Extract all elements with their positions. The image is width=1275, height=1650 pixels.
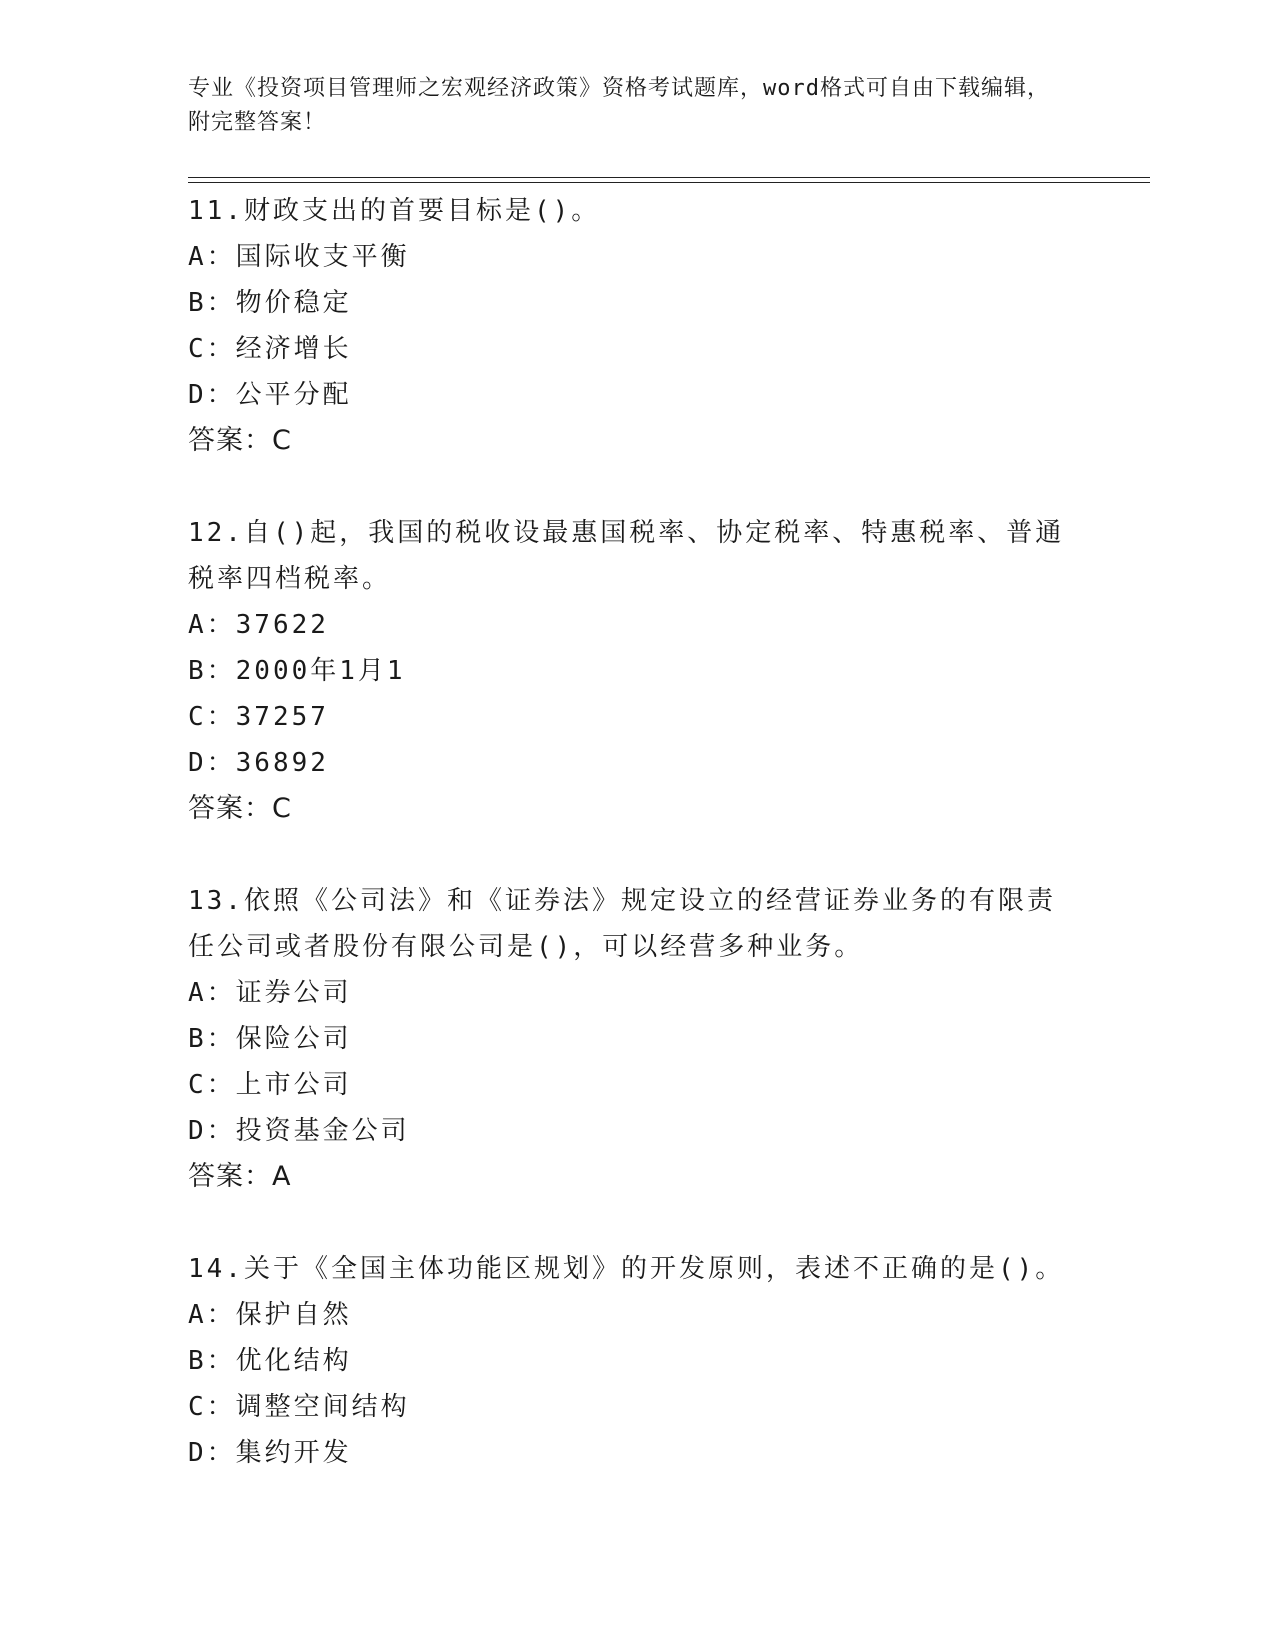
option-b: B：2000年1月1 — [188, 656, 406, 686]
option-a: A：证券公司 — [188, 978, 352, 1008]
option-d: D：集约开发 — [188, 1438, 352, 1468]
option-a: A：保护自然 — [188, 1300, 352, 1330]
option-d: D：投资基金公司 — [188, 1116, 410, 1146]
option-a: A：37622 — [188, 610, 329, 640]
option-c: C：调整空间结构 — [188, 1392, 410, 1422]
question-list — [188, 188, 1088, 1522]
answer-line: 答案：C — [188, 425, 292, 456]
question-12 — [188, 510, 1088, 832]
question-stem: 14.关于《全国主体功能区规划》的开发原则，表述不正确的是()。 — [188, 1254, 1065, 1284]
question-stem: 11.财政支出的首要目标是()。 — [188, 196, 601, 226]
option-b: B：优化结构 — [188, 1346, 352, 1376]
option-d: D：36892 — [188, 748, 329, 778]
option-d: D：公平分配 — [188, 380, 352, 410]
option-b: B：物价稳定 — [188, 288, 352, 318]
question-11 — [188, 188, 1088, 464]
option-c: C：上市公司 — [188, 1070, 352, 1100]
option-c: C：经济增长 — [188, 334, 352, 364]
question-13 — [188, 878, 1088, 1200]
question-stem: 13.依照《公司法》和《证券法》规定设立的经营证券业务的有限责任公司或者股份有限公司是()，可以经营多种业务。 — [188, 886, 1056, 962]
question-stem: 12.自()起，我国的税收设最惠国税率、协定税率、特惠税率、普通税率四档税率。 — [188, 518, 1065, 594]
document-intro: 专业《投资项目管理师之宏观经济政策》资格考试题库，word格式可自由下载编辑，附完整答案！ — [188, 76, 1050, 135]
answer-line: 答案：C — [188, 793, 292, 824]
option-a: A：国际收支平衡 — [188, 242, 410, 272]
option-b: B：保险公司 — [188, 1024, 352, 1054]
double-divider — [188, 177, 1150, 183]
question-14 — [188, 1246, 1088, 1476]
option-c: C：37257 — [188, 702, 329, 732]
answer-line: 答案：A — [188, 1161, 292, 1192]
